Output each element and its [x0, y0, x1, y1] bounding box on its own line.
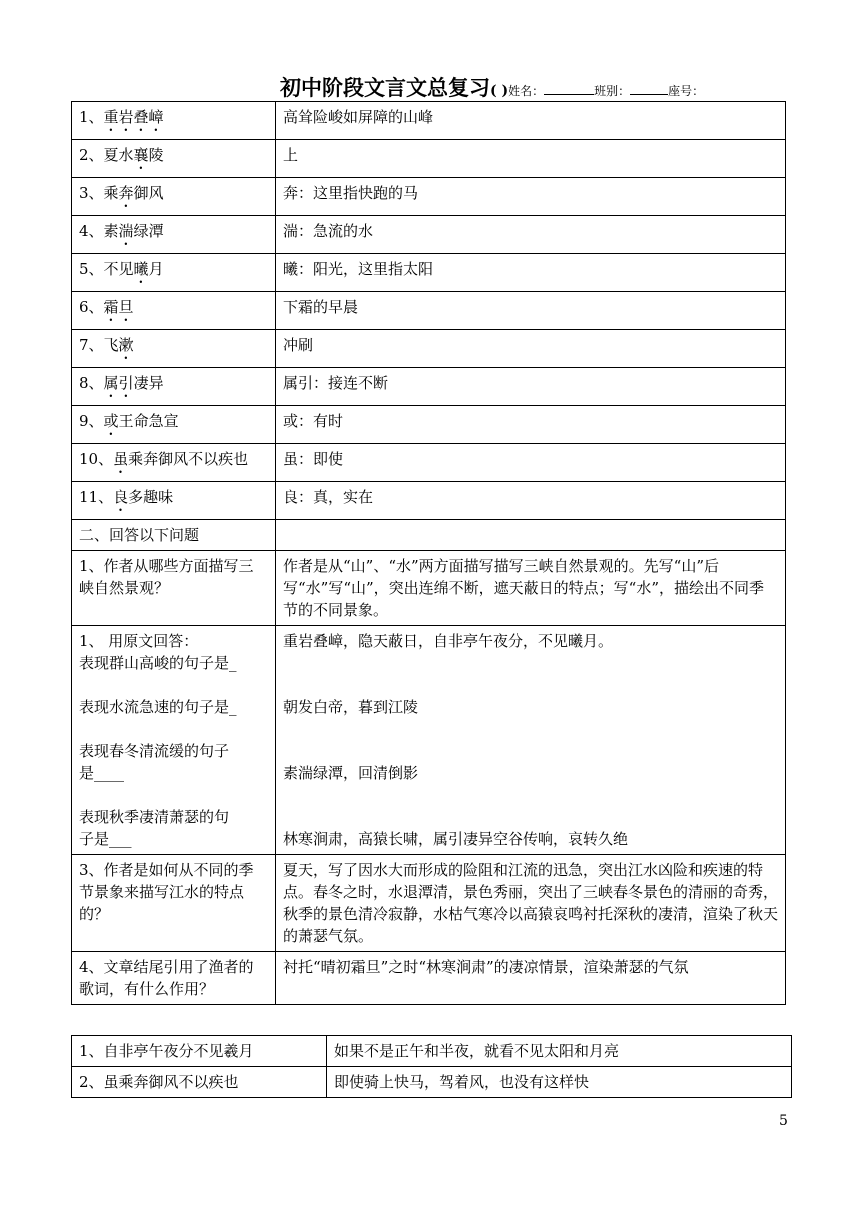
vocab-answer: 良：真，实在 — [276, 482, 786, 520]
q2-prompt-mountain: 表现群山高峻的句子是_ — [79, 654, 237, 672]
vocab-term-keyword: 襄 — [133, 146, 149, 164]
name-label: 姓名： — [508, 84, 545, 98]
question-4-answer: 衬托“晴初霜旦”之时“林寒涧肃”的凄凉情景，渲染萧瑟的气氛 — [276, 952, 786, 1005]
page-title: 初中阶段文言文总复习 — [280, 76, 490, 100]
seat-label: 座号： — [668, 84, 705, 98]
vocab-term-prefix: 5、不见 — [79, 260, 134, 278]
question-2-cell — [72, 626, 276, 855]
vocab-term-keyword: 奔 — [118, 184, 134, 202]
page-number: 5 — [779, 1113, 788, 1129]
vocab-term-prefix: 7、飞 — [79, 336, 119, 354]
q2-prompt-autumn-cont: 子是___ — [79, 830, 132, 848]
class-blank[interactable] — [630, 84, 668, 95]
question-3-text: 3、作者是如何从不同的季节景象来描写江水的特点的？ — [72, 855, 276, 952]
vocab-row — [72, 102, 786, 140]
q2-answer-autumn: 林寒涧肃，高猿长啸，属引凄异空谷传响，哀转久绝 — [283, 830, 629, 848]
vocab-answer: 虽：即使 — [276, 444, 786, 482]
vocab-term-prefix: 6、 — [79, 298, 104, 316]
vocab-term — [72, 406, 276, 444]
vocab-term-suffix: 御风 — [133, 184, 164, 202]
translation-text: 即使骑上快马，驾着风，也没有这样快 — [327, 1067, 792, 1098]
vocab-row — [72, 254, 786, 292]
vocab-answer: 湍：急流的水 — [276, 216, 786, 254]
vocab-row — [72, 330, 786, 368]
q2-answer-spring-winter: 素湍绿潭，回清倒影 — [283, 764, 419, 782]
question-row-3 — [72, 855, 786, 952]
question-row-2 — [72, 626, 786, 855]
vocab-term-suffix: 陵 — [148, 146, 164, 164]
vocab-term-keyword: 属引 — [103, 374, 134, 392]
vocab-row — [72, 406, 786, 444]
question-2-answers — [276, 626, 786, 855]
vocab-answer: 或：有时 — [276, 406, 786, 444]
vocab-rows — [72, 102, 786, 520]
class-label: 班别： — [594, 84, 631, 98]
vocab-row — [72, 368, 786, 406]
vocab-row — [72, 444, 786, 482]
vocab-term — [72, 140, 276, 178]
vocab-answer: 下霜的早晨 — [276, 292, 786, 330]
vocab-answer: 冲刷 — [276, 330, 786, 368]
vocab-term-suffix: 多趣味 — [128, 488, 174, 506]
section2-rows — [72, 520, 786, 1005]
question-3-answer: 夏天，写了因水大而形成的险阻和江流的迅急，突出江水凶险和疾速的特点。春冬之时，水退潭清，景色秀丽，突出了三峡春冬景色的清丽的奇秀，秋季的景色清冷寂静，水枯气寒冷以高猿哀鸣衬托深秋的凄清，渲染了秋天的萧瑟气氛。 — [276, 855, 786, 952]
vocab-term-suffix: 凄异 — [133, 374, 164, 392]
name-blank[interactable] — [544, 84, 594, 95]
vocab-term-suffix: 绿潭 — [133, 222, 164, 240]
translation-table — [71, 1035, 792, 1098]
vocab-row — [72, 178, 786, 216]
question-1-answer: 作者是从“山”、“水”两方面描写描写三峡自然景观的。先写“山”后写“水”写“山”，突出连绵不断，遮天蔽日的特点；写“水”，描绘出不同季节的不同景象。 — [276, 551, 786, 626]
vocab-term — [72, 330, 276, 368]
vocab-term-prefix: 11、 — [79, 488, 114, 506]
vocab-term-keyword: 良 — [113, 488, 129, 506]
vocab-row — [72, 482, 786, 520]
vocab-term-keyword: 湍 — [118, 222, 134, 240]
translation-row — [72, 1067, 792, 1098]
vocab-term — [72, 292, 276, 330]
translation-source: 2、虽乘奔御风不以疾也 — [72, 1067, 327, 1098]
vocab-term-suffix: 乘奔御风不以疾也 — [128, 450, 249, 468]
vocab-answer: 奔：这里指快跑的马 — [276, 178, 786, 216]
q2-answer-water: 朝发白帝，暮到江陵 — [283, 698, 419, 716]
vocab-term — [72, 102, 276, 140]
vocab-term-keyword: 或 — [103, 412, 119, 430]
vocab-term-keyword: 曦 — [133, 260, 149, 278]
section2-heading: 二、回答以下问题 — [72, 520, 276, 551]
section2-heading-row — [72, 520, 786, 551]
page-header — [280, 72, 820, 102]
vocab-term-keyword: 霜旦 — [103, 298, 134, 316]
vocab-answer: 属引：接连不断 — [276, 368, 786, 406]
vocab-term-prefix: 2、夏水 — [79, 146, 134, 164]
vocab-term-suffix: 王命急宣 — [118, 412, 179, 430]
vocab-term — [72, 254, 276, 292]
vocab-term — [72, 444, 276, 482]
vocab-term-prefix: 1、 — [79, 108, 104, 126]
vocab-row — [72, 216, 786, 254]
vocab-answer: 曦：阳光，这里指太阳 — [276, 254, 786, 292]
question-4-text: 4、文章结尾引用了渔者的歌词，有什么作用？ — [72, 952, 276, 1005]
q2-prompt-spring-winter: 表现春冬清流缓的句子 — [79, 742, 230, 760]
vocab-term — [72, 368, 276, 406]
vocab-term — [72, 482, 276, 520]
vocab-term — [72, 216, 276, 254]
vocab-row — [72, 292, 786, 330]
vocab-term-prefix: 3、乘 — [79, 184, 119, 202]
question-1-text: 1、作者从哪些方面描写三峡自然景观？ — [72, 551, 276, 626]
vocab-term — [72, 178, 276, 216]
q2-prompt-spring-winter-cont: 是____ — [79, 764, 125, 782]
question-row-1 — [72, 551, 786, 626]
vocab-term-prefix: 8、 — [79, 374, 104, 392]
q2-answer-mountain: 重岩叠嶂，隐天蔽日，自非亭午夜分，不见曦月。 — [283, 632, 614, 650]
section2-heading-blank — [276, 520, 786, 551]
translation-row — [72, 1036, 792, 1067]
vocab-row — [72, 140, 786, 178]
review-table — [71, 101, 786, 1005]
question-2-intro: 1、 用原文回答： — [79, 632, 199, 650]
vocab-term-prefix: 10、 — [79, 450, 114, 468]
vocab-term-suffix: 月 — [148, 260, 164, 278]
vocab-term-keyword: 虽 — [113, 450, 129, 468]
q2-prompt-water: 表现水流急速的句子是_ — [79, 698, 237, 716]
q2-prompt-autumn: 表现秋季凄清萧瑟的句 — [79, 808, 230, 826]
vocab-term-keyword: 漱 — [118, 336, 134, 354]
translation-rows — [72, 1036, 792, 1098]
vocab-term-prefix: 4、素 — [79, 222, 119, 240]
question-row-4 — [72, 952, 786, 1005]
translation-text: 如果不是正午和半夜，就看不见太阳和月亮 — [327, 1036, 792, 1067]
vocab-answer: 高耸险峻如屏障的山峰 — [276, 102, 786, 140]
title-parenthesis: ( ) — [490, 83, 509, 99]
translation-source: 1、自非亭午夜分不见羲月 — [72, 1036, 327, 1067]
vocab-term-prefix: 9、 — [79, 412, 104, 430]
vocab-answer: 上 — [276, 140, 786, 178]
vocab-term-keyword: 重岩叠嶂 — [103, 108, 164, 126]
